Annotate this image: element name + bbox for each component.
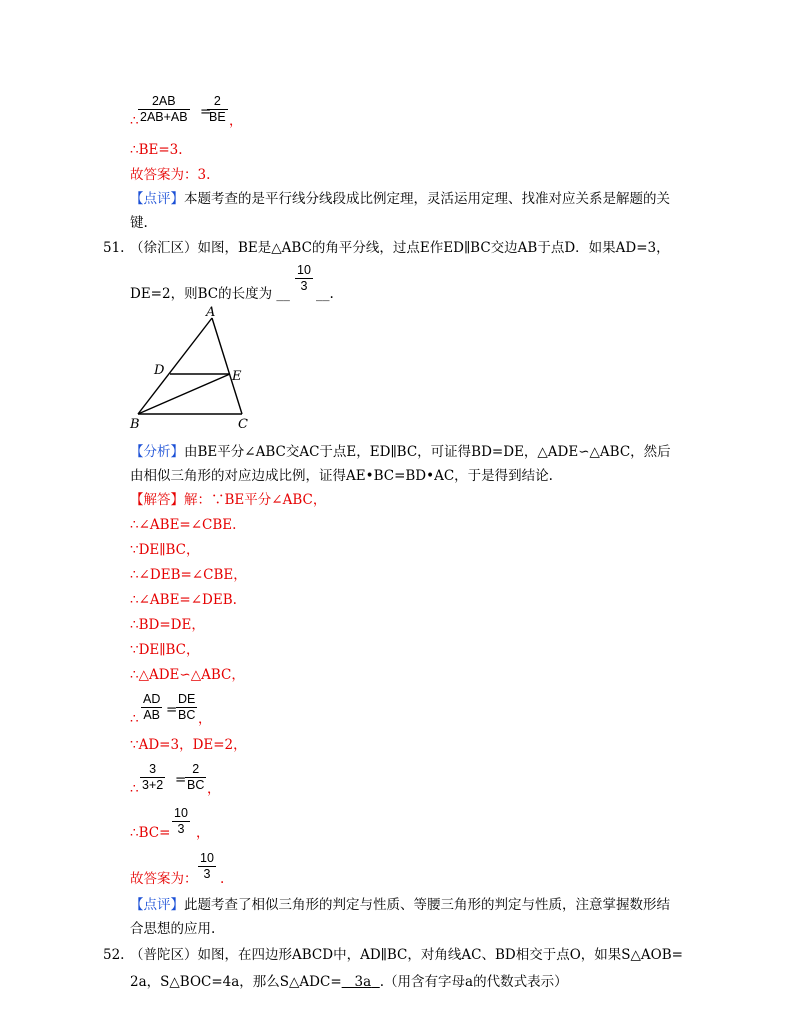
question-51-text-1: （徐汇区）如图，BE是△ABC的角平分线，过点E作ED∥BC交边AB于点D．如果AD=3，: [130, 240, 670, 256]
review-tag: 【点评】: [130, 897, 184, 913]
segment-be: [138, 374, 230, 414]
solution-line: ∴∠ABE=∠CBE.: [130, 517, 237, 533]
fraction-bc-value: $\frac{10}{3}$: [174, 806, 188, 836]
answer-fraction-10-3: $\frac{10}{3}$: [297, 263, 311, 293]
equals-sign: =: [175, 772, 187, 788]
side-ab: [138, 318, 212, 414]
analysis-line-2: 由相似三角形的对应边成比例，证得AE•BC=BD•AC，于是得到结论.: [130, 468, 553, 484]
answer-blank: 3a: [354, 974, 372, 990]
fraction-2-over-be: $\frac{2}{BE}$: [209, 94, 226, 124]
fraction-3-over-5: $\frac{3}{3+2}$: [142, 762, 164, 792]
triangle-figure: [128, 304, 288, 434]
answer-blank-end: __.: [316, 286, 334, 302]
comma: ，: [196, 825, 210, 841]
review-51-line-2: 合思想的应用.: [130, 921, 216, 937]
fraction-ad-ab: $\frac{AD}{AB}$: [143, 692, 161, 722]
analysis-tag: 【分析】: [130, 444, 184, 460]
question-number-51: 51.: [103, 240, 125, 256]
question-number-52: 52.: [103, 947, 125, 963]
solution-line: ∴∠DEB=∠CBE，: [130, 567, 247, 583]
therefore-symbol: ∴: [130, 113, 139, 129]
analysis-line-1: 【分析】由BE平分∠ABC交AC于点E，ED∥BC，可证得BD=DE，△ADE∽△ABC，然后: [130, 444, 671, 460]
question-52-text-2: 2a，S△BOC=4a，那么S△ADC= 3a .（用含有字母a的代数式表示）: [130, 974, 568, 990]
solution-line-1: 【解答】解：∵BE平分∠ABC，: [130, 492, 327, 508]
label-b: B: [130, 417, 140, 432]
review-line-1: 【点评】本题考查的是平行线分线段成比例定理，灵活运用定理、找准对应关系是解题的关: [130, 191, 670, 207]
fraction-2ab: $\frac{2AB}{2AB+AB}$: [140, 94, 188, 124]
bc-result-prefix: ∴BC=: [130, 825, 171, 841]
given-line: ∵AD=3，DE=2，: [130, 737, 247, 753]
fraction-de-bc: $\frac{DE}{BC}$: [178, 692, 196, 722]
solution-line: ∴∠ABE=∠DEB.: [130, 592, 237, 608]
answer-line: 故答案为：3.: [130, 167, 211, 183]
solution-line: ∵DE∥BC，: [130, 542, 200, 558]
label-d: D: [154, 363, 165, 378]
solution-line: ∴△ADE∽△ABC，: [130, 667, 245, 683]
label-a: A: [206, 305, 216, 320]
therefore-symbol: ∴: [130, 711, 139, 727]
answer-prefix: 故答案为：: [130, 871, 198, 887]
side-ac: [212, 318, 242, 414]
question-51-text-2: DE=2，则BC的长度为 __: [130, 286, 290, 302]
comma: ，: [207, 781, 221, 797]
question-52-text-1: （普陀区）如图，在四边形ABCD中，AD∥BC，对角线AC、BD相交于点O，如果S△AOB=: [130, 947, 683, 963]
be-result-line: ∴BE=3.: [130, 142, 183, 158]
label-e: E: [232, 369, 242, 384]
solution-line: ∵DE∥BC，: [130, 642, 200, 658]
review-line-2: 键.: [130, 215, 148, 231]
equals-sign: =: [200, 104, 212, 120]
comma: ，: [198, 711, 212, 727]
period: .: [220, 871, 225, 887]
fraction-answer-value: $\frac{10}{3}$: [200, 851, 214, 881]
comma: ，: [229, 113, 243, 129]
review-51-line-1: 【点评】此题考查了相似三角形的判定与性质、等腰三角形的判定与性质，注意掌握数形结: [130, 897, 670, 913]
review-tag: 【点评】: [130, 191, 184, 207]
therefore-symbol: ∴: [130, 781, 139, 797]
solution-line: ∴BD=DE，: [130, 617, 205, 633]
fraction-2-over-bc: $\frac{2}{BC}$: [187, 762, 205, 792]
equals-sign: =: [166, 702, 178, 718]
solution-tag: 【解答】: [130, 492, 184, 508]
label-c: C: [238, 417, 248, 432]
